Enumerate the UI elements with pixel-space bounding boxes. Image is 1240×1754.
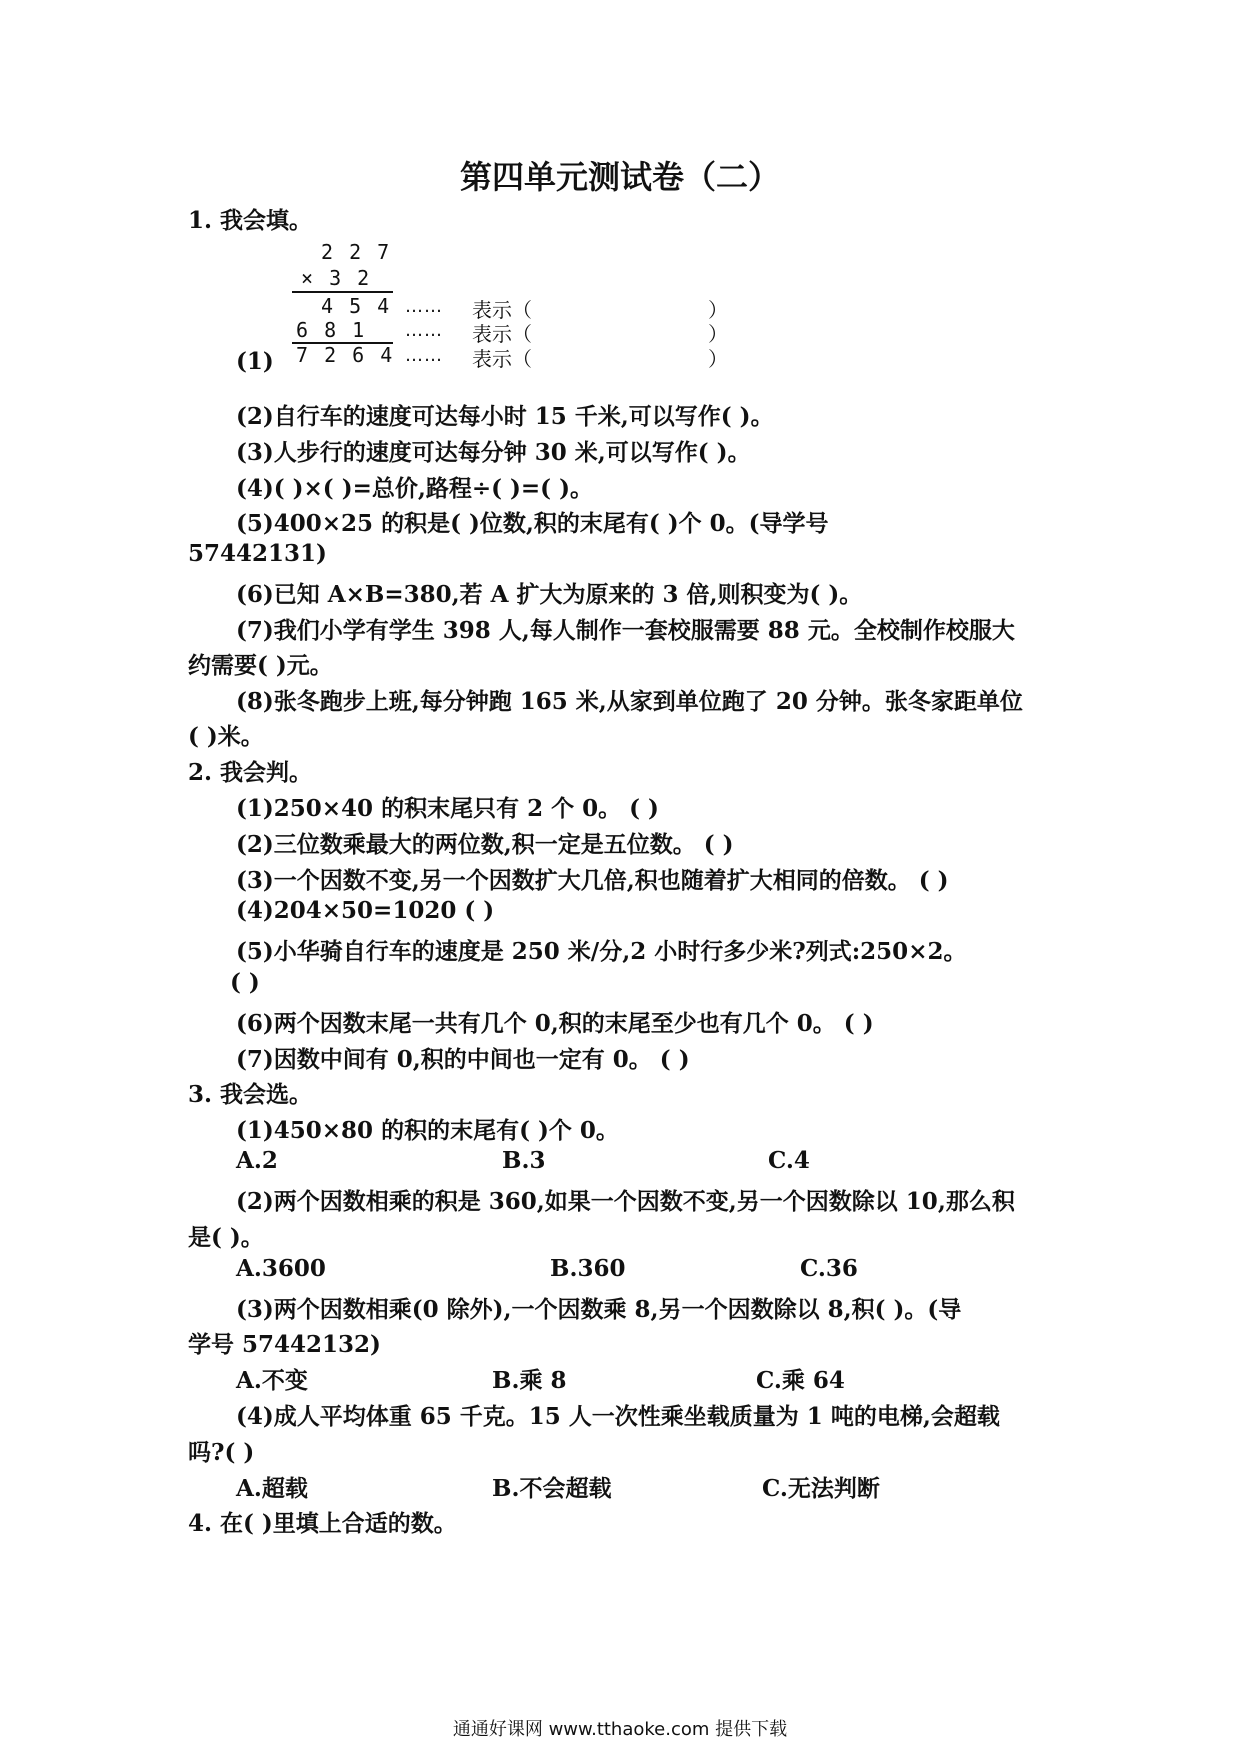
dots-1: …… [405, 296, 443, 317]
dots-2: …… [405, 320, 443, 341]
fill-question-5-cont: 57442131) [188, 540, 327, 567]
calc-line-1 [292, 291, 393, 293]
fill-question-5: (5)400×25 的积是( )位数,积的末尾有( )个 0。(导学号 [236, 510, 829, 537]
meaning-label-3: 表示（ [472, 347, 532, 371]
fill-question-3: (3)人步行的速度可达每分钟 30 米,可以写作( )。 [236, 439, 751, 466]
fill-question-4: (4)( )×( )=总价,路程÷( )=( )。 [236, 475, 593, 502]
meaning-blank-close-1: ） [708, 298, 728, 322]
fill-question-6: (6)已知 A×B=380,若 A 扩大为原来的 3 倍,则积变为( )。 [236, 581, 863, 608]
choose-3-option-a: A.不变 [236, 1367, 308, 1394]
choose-question-1: (1)450×80 的积的末尾有( )个 0。 [236, 1117, 619, 1144]
choose-question-4: (4)成人平均体重 65 千克。15 人一次性乘坐载质量为 1 吨的电梯,会超载 [236, 1403, 1000, 1430]
judge-question-7: (7)因数中间有 0,积的中间也一定有 0。 ( ) [236, 1046, 690, 1073]
choose-4-option-c: C.无法判断 [762, 1475, 880, 1502]
choose-4-option-b: B.不会超载 [492, 1475, 612, 1502]
footer-text: 通通好课网 www.tthaoke.com 提供下载 [452, 1719, 788, 1740]
judge-question-5: (5)小华骑自行车的速度是 250 米/分,2 小时行多少米?列式:250×2。 [236, 938, 967, 965]
calc-row-multiplicand: 2 2 7 [321, 240, 392, 264]
question-number-1: (1) [236, 348, 274, 375]
choose-2-option-c: C.36 [800, 1255, 858, 1282]
meaning-blank-close-2: ） [708, 322, 728, 346]
fill-question-8-cont: ( )米。 [188, 723, 264, 750]
calc-row-product: 7 2 6 4 [296, 343, 395, 367]
choose-question-3: (3)两个因数相乘(0 除外),一个因数乘 8,另一个因数除以 8,积( )。(导 [236, 1296, 962, 1323]
choose-question-2-cont: 是( )。 [188, 1224, 264, 1251]
judge-question-2: (2)三位数乘最大的两位数,积一定是五位数。 ( ) [236, 831, 734, 858]
meaning-label-2: 表示（ [472, 322, 532, 346]
calc-row-partial-2: 6 8 1 [296, 318, 367, 342]
fill-question-8: (8)张冬跑步上班,每分钟跑 165 米,从家到单位跑了 20 分钟。张冬家距单位 [236, 688, 1023, 715]
choose-question-2: (2)两个因数相乘的积是 360,如果一个因数不变,另一个因数除以 10,那么积 [236, 1188, 1015, 1215]
choose-2-option-a: A.3600 [236, 1255, 326, 1282]
section-4-heading: 4. 在( )里填上合适的数。 [188, 1510, 457, 1537]
judge-question-5-cont: ( ) [230, 969, 260, 996]
judge-question-6: (6)两个因数末尾一共有几个 0,积的末尾至少也有几个 0。 ( ) [236, 1010, 874, 1037]
judge-question-3: (3)一个因数不变,另一个因数扩大几倍,积也随着扩大相同的倍数。 ( ) [236, 867, 949, 894]
dots-3: …… [405, 345, 443, 366]
choose-1-option-c: C.4 [768, 1147, 810, 1174]
section-1-heading: 1. 我会填。 [188, 207, 313, 234]
fill-question-7-cont: 约需要( )元。 [188, 652, 333, 679]
judge-question-4: (4)204×50=1020 ( ) [236, 897, 495, 924]
judge-question-1: (1)250×40 的积末尾只有 2 个 0。 ( ) [236, 795, 659, 822]
choose-1-option-b: B.3 [502, 1147, 546, 1174]
choose-3-option-c: C.乘 64 [756, 1367, 845, 1394]
section-2-heading: 2. 我会判。 [188, 759, 313, 786]
choose-question-4-cont: 吗?( ) [188, 1439, 255, 1466]
calc-row-partial-1: 4 5 4 [321, 294, 392, 318]
choose-1-option-a: A.2 [236, 1147, 278, 1174]
fill-question-2: (2)自行车的速度可达每小时 15 千米,可以写作( )。 [236, 403, 774, 430]
page-title: 第四单元测试卷（二） [459, 158, 780, 196]
choose-4-option-a: A.超载 [236, 1475, 308, 1502]
meaning-label-1: 表示（ [472, 298, 532, 322]
fill-question-7: (7)我们小学有学生 398 人,每人制作一套校服需要 88 元。全校制作校服大 [236, 617, 1015, 644]
calc-row-multiplier: × 3 2 [301, 266, 372, 290]
meaning-blank-close-3: ） [708, 347, 728, 371]
choose-3-option-b: B.乘 8 [492, 1367, 567, 1394]
section-3-heading: 3. 我会选。 [188, 1081, 313, 1108]
choose-question-3-cont: 学号 57442132) [188, 1331, 381, 1358]
choose-2-option-b: B.360 [550, 1255, 626, 1282]
